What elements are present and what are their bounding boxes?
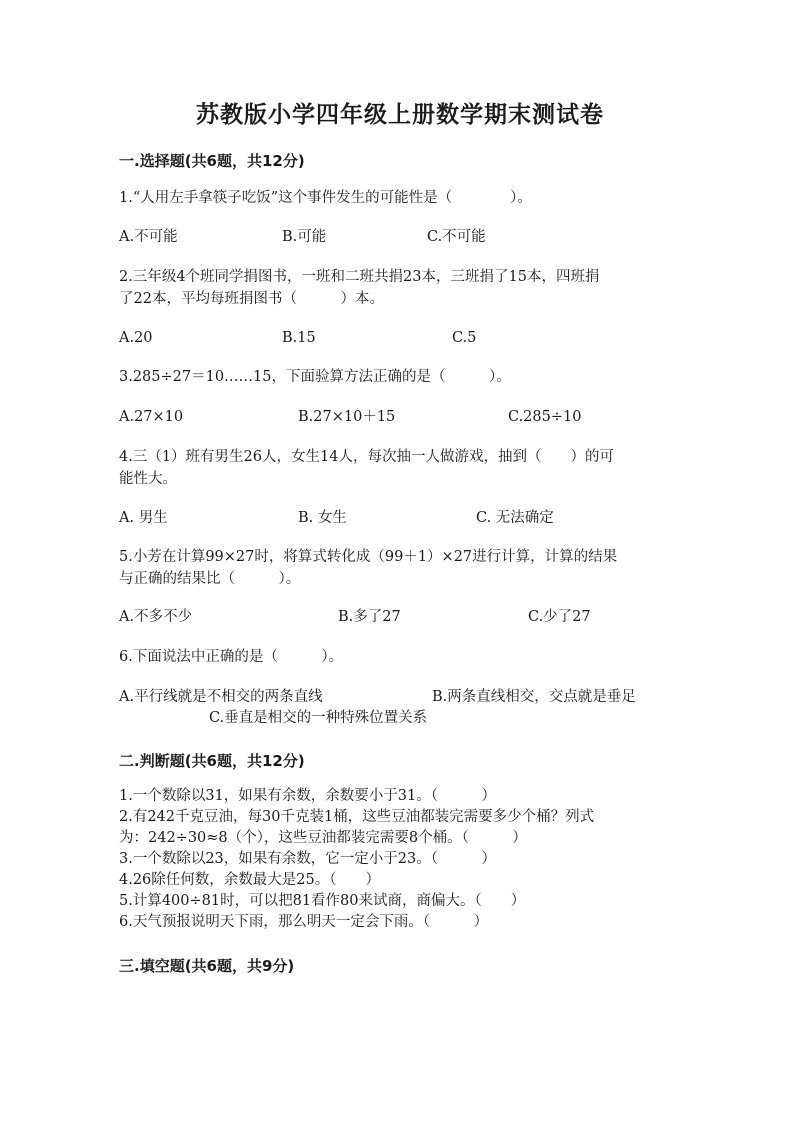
question-4-option-b: B. 女生: [298, 510, 347, 526]
question-4-line-2: 能性大。: [119, 471, 177, 487]
question-5-line-1: 5.小芳在计算99×27时，将算式转化成（99＋1）×27进行计算，计算的结果: [119, 549, 618, 565]
question-5-option-b: B.多了27: [338, 609, 401, 625]
question-2-option-a: A.20: [119, 330, 153, 346]
tf-line-7: 6.天气预报说明天下雨，那么明天一定会下雨。（ ）: [119, 914, 489, 930]
question-2-option-c: C.5: [452, 330, 477, 346]
question-4-option-a: A. 男生: [119, 510, 168, 526]
question-1-option-c: C.不可能: [427, 229, 486, 245]
question-2-line-2: 了22本，平均每班捐图书（ ）本。: [119, 291, 384, 307]
question-6-option-a: A.平行线就是不相交的两条直线: [119, 689, 323, 705]
section-heading-true-false: 二.判断题(共6题，共12分): [119, 752, 305, 770]
question-6-line-1: 6.下面说法中正确的是（ ）。: [119, 649, 344, 665]
question-2-option-b: B.15: [282, 330, 316, 346]
question-3-option-a: A.27×10: [119, 409, 184, 425]
question-6-option-c: C.垂直是相交的一种特殊位置关系: [209, 710, 428, 726]
question-4-option-c: C. 无法确定: [476, 510, 554, 526]
question-3-line-1: 3.285÷27＝10……15，下面验算方法正确的是（ ）。: [119, 369, 511, 385]
tf-line-3: 为：242÷30≈8（个），这些豆油都装完需要8个桶。（ ）: [119, 830, 527, 846]
section-heading-fill-blank: 三.填空题(共6题，共9分): [119, 957, 295, 975]
tf-line-5: 4.26除任何数，余数最大是25。（ ）: [119, 872, 380, 888]
question-3-option-b: B.27×10＋15: [298, 409, 396, 425]
question-2-line-1: 2.三年级4个班同学捐图书，一班和二班共捐23本，三班捐了15本，四班捐: [119, 269, 600, 285]
question-6-option-b: B.两条直线相交，交点就是垂足: [432, 689, 636, 705]
question-3-option-c: C.285÷10: [508, 409, 582, 425]
question-5-option-a: A.不多不少: [119, 609, 193, 625]
tf-line-4: 3.一个数除以23，如果有余数，它一定小于23。（ ）: [119, 851, 496, 867]
question-1-line-1: 1.“人用左手拿筷子吃饭”这个事件发生的可能性是（ ）。: [119, 190, 532, 206]
section-heading-choice: 一.选择题(共6题，共12分): [119, 152, 305, 170]
tf-line-6: 5.计算400÷81时，可以把81看作80来试商，商偏大。（ ）: [119, 893, 526, 909]
tf-line-1: 1.一个数除以31，如果有余数，余数要小于31。（ ）: [119, 788, 496, 804]
question-1-option-b: B.可能: [282, 229, 327, 245]
question-4-line-1: 4.三（1）班有男生26人，女生14人，每次抽一人做游戏，抽到（ ）的可: [119, 449, 614, 465]
question-5-option-c: C.少了27: [528, 609, 591, 625]
question-5-line-2: 与正确的结果比（ ）。: [119, 571, 301, 587]
page-title: 苏教版小学四年级上册数学期末测试卷: [196, 102, 604, 128]
question-1-option-a: A.不可能: [119, 229, 178, 245]
tf-line-2: 2.有242千克豆油，每30千克装1桶，这些豆油都装完需要多少个桶？列式: [119, 809, 595, 825]
